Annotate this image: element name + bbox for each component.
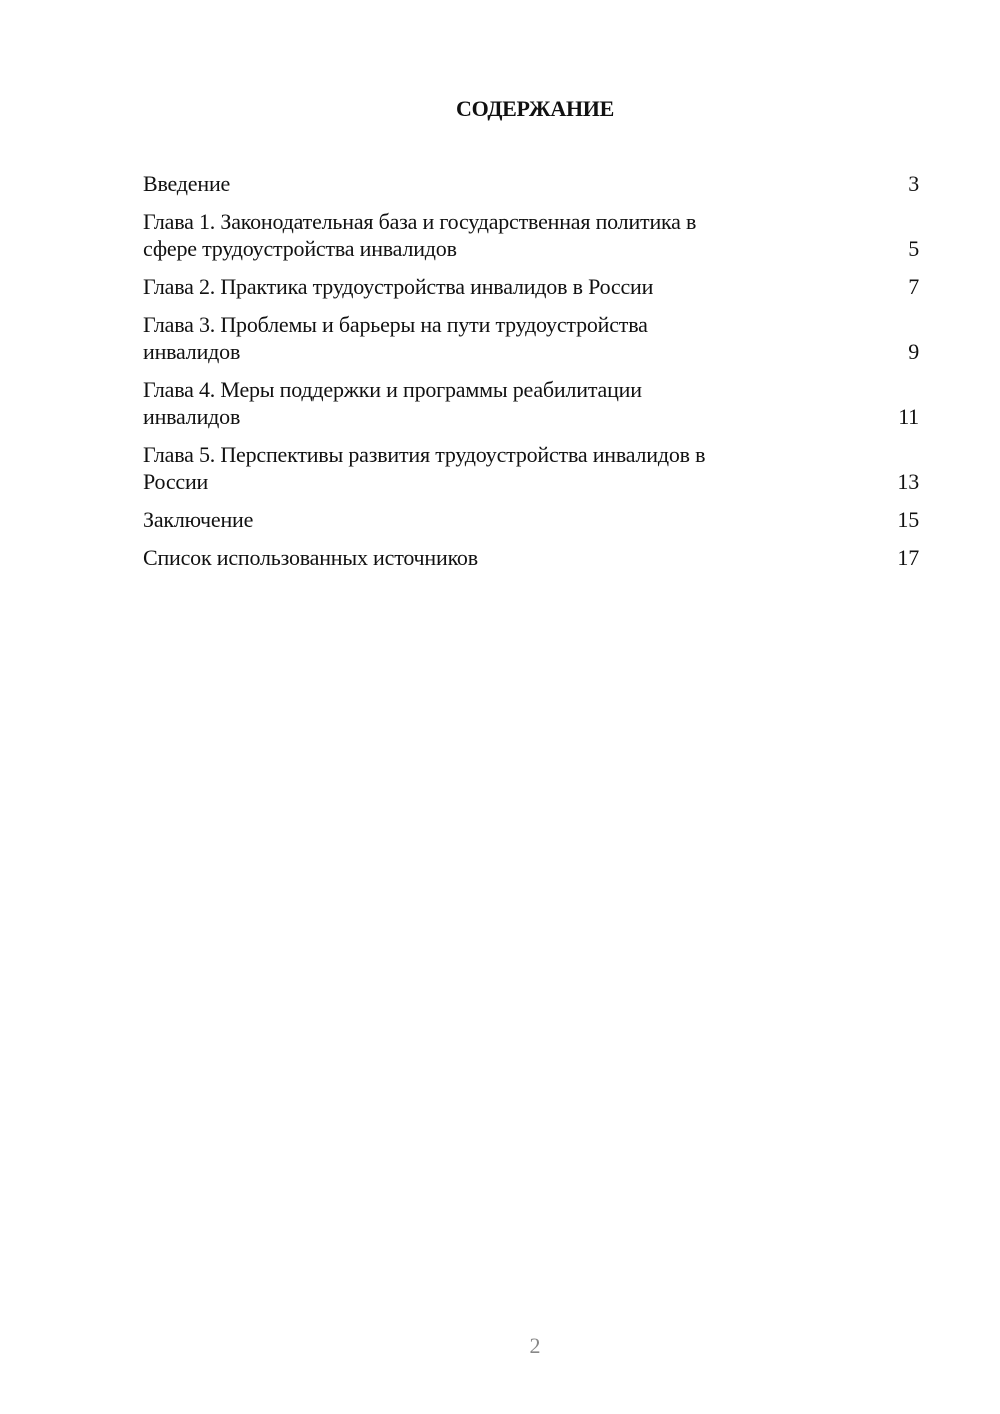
toc-entry-page: 15 [897, 507, 919, 532]
toc-entry-title [143, 506, 253, 533]
toc-entry-line: Список использованных источников [143, 545, 478, 570]
toc-entry-page: 17 [897, 545, 919, 570]
toc-entry-line: Глава 3. Проблемы и барьеры на пути трудоустройства [143, 312, 648, 337]
toc-entry-line: инвалидов [143, 404, 241, 429]
toc-title: СОДЕРЖАНИЕ [456, 96, 614, 121]
toc-entry-title [143, 311, 648, 365]
toc-entry-title [143, 170, 230, 197]
toc-entry [143, 208, 919, 262]
toc-entry-line: Глава 1. Законодательная база и государственная политика в [143, 209, 697, 234]
page-number: 2 [529, 1333, 541, 1358]
toc-entry-title [143, 441, 705, 495]
toc-entry-page: 7 [908, 274, 919, 299]
toc-entry-line: Глава 2. Практика трудоустройства инвалидов в России [143, 274, 654, 299]
toc-entry-line: Введение [143, 171, 231, 196]
toc-entry-title [143, 544, 478, 571]
toc-entry [143, 441, 919, 495]
toc-entry [143, 273, 919, 300]
toc-entry [143, 506, 919, 533]
toc-entry [143, 544, 919, 571]
toc-entry-page: 11 [898, 404, 919, 429]
toc-entry-title [143, 376, 642, 430]
toc-entry-page: 5 [908, 236, 919, 261]
toc-entry-line: инвалидов [143, 339, 241, 364]
toc-entry-title [143, 273, 653, 300]
toc-entry-line: России [143, 469, 209, 494]
toc-entry-line: Глава 5. Перспективы развития трудоустройства инвалидов в [143, 442, 706, 467]
toc-entry [143, 376, 919, 430]
toc-entry [143, 170, 919, 197]
toc-entry-page: 3 [908, 171, 919, 196]
toc-entry [143, 311, 919, 365]
toc-entry-page: 13 [897, 469, 919, 494]
toc-entry-title [143, 208, 696, 262]
toc-entry-line: сфере трудоустройства инвалидов [143, 236, 457, 261]
table-of-contents [143, 170, 919, 582]
toc-entry-page: 9 [908, 339, 919, 364]
toc-entry-line: Заключение [143, 507, 254, 532]
toc-entry-line: Глава 4. Меры поддержки и программы реабилитации [143, 377, 642, 402]
